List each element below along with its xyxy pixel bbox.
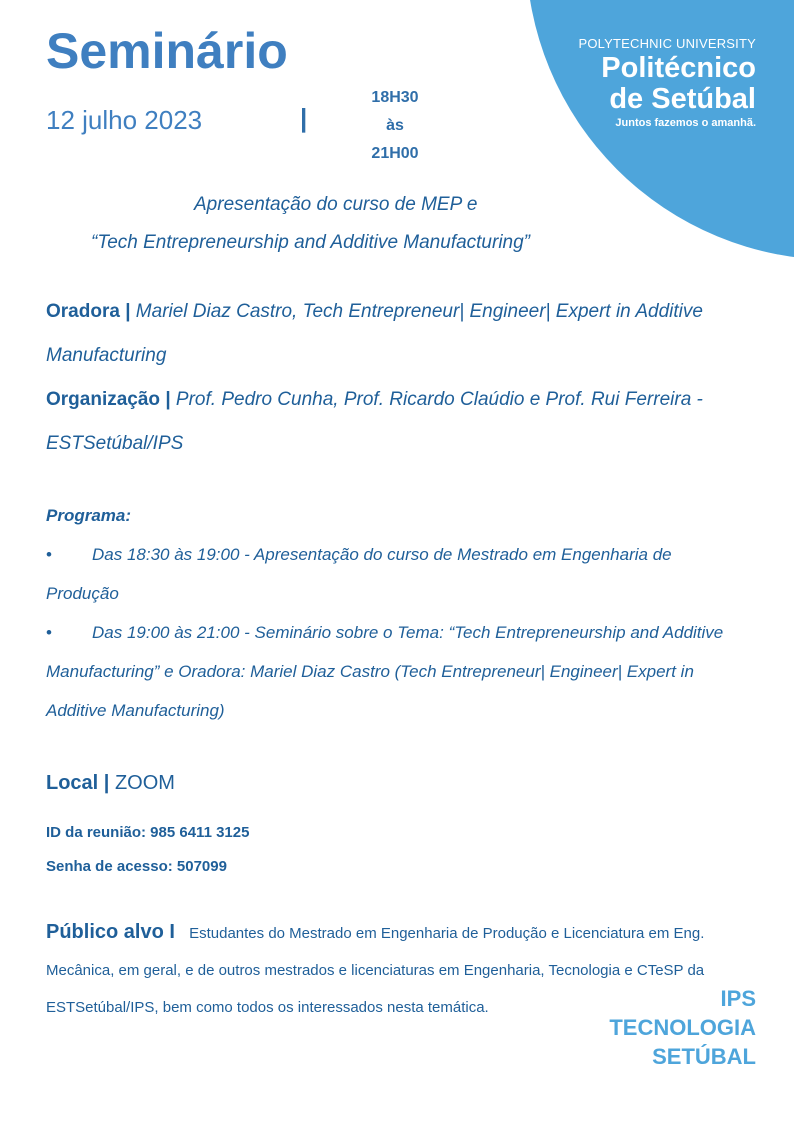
location-value: ZOOM: [114, 772, 175, 794]
date-separator: |: [300, 103, 308, 133]
organization-text: Prof. Pedro Cunha, Prof. Ricardo Claúdio e Prof. Rui Ferreira - ESTSetúbal/IPS: [46, 389, 703, 454]
program-item: [46, 535, 746, 613]
subtitle-line2: “Tech Entrepreneurship and Additive Manufacturing”: [91, 232, 531, 253]
logo-name-line2: de Setúbal: [609, 83, 756, 115]
event-date: 12 julho 2023: [46, 105, 203, 135]
program-section: [46, 496, 746, 730]
logo-top-text: POLYTECHNIC UNIVERSITY: [578, 36, 756, 51]
location-label: Local |: [46, 772, 110, 794]
organization-row: [46, 378, 746, 466]
meeting-id: ID da reunião: 985 6411 3125: [46, 824, 250, 841]
logo-tagline: Juntos fazemos o amanhã.: [615, 117, 756, 129]
speaker-row: [46, 290, 746, 378]
footer-logo-line3: SETÚBAL: [652, 1044, 756, 1069]
logo-name-line1: Politécnico: [601, 52, 756, 84]
audience-text: Estudantes do Mestrado em Engenharia de Produção e Licenciatura em Eng. Mecânica, em geral, e de outros mestrados e licenciaturas em Engenharia, Tecnologia e CTeSP da ESTSetúbal/IPS, bem como todos os interessados nesta temática.: [46, 925, 705, 1016]
location-row: [46, 772, 175, 795]
program-item-text: Das 19:00 às 21:00 - Seminário sobre o Tema: “Tech Entrepreneurship and Additive Manufacturing” e Oradora: Mariel Diaz Castro (Tech Entrepreneur| Engineer| Expert in Additive Manufacturing): [46, 623, 724, 720]
speaker-label: Oradora |: [46, 301, 131, 322]
meeting-details: [46, 816, 249, 884]
program-item-text: Das 18:30 às 19:00 - Apresentação do curso de Mestrado em Engenharia de Produção: [46, 545, 672, 603]
footer-logo-line1: IPS: [720, 986, 756, 1011]
time-join: às: [386, 117, 404, 134]
organization-label: Organização |: [46, 389, 171, 410]
meeting-password: Senha de acesso: 507099: [46, 858, 227, 875]
event-subtitle: [46, 186, 646, 262]
page-title: Seminário: [46, 23, 288, 79]
event-time: [350, 84, 440, 168]
ips-logo: [578, 36, 756, 129]
audience-label: Público alvo I: [46, 921, 175, 943]
program-item: [46, 613, 746, 730]
event-info: [46, 290, 746, 466]
speaker-text: Mariel Diaz Castro, Tech Entrepreneur| Engineer| Expert in Additive Manufacturing: [46, 301, 703, 366]
subtitle-line1: Apresentação do curso de MEP e: [194, 194, 478, 215]
program-heading: Programa:: [46, 506, 132, 525]
ips-tecnologia-logo: [609, 984, 756, 1071]
time-end: 21H00: [371, 145, 419, 162]
bullet-icon: •: [46, 545, 52, 564]
time-start: 18H30: [371, 89, 419, 106]
bullet-icon: •: [46, 623, 52, 642]
footer-logo-line2: TECNOLOGIA: [609, 1015, 756, 1040]
